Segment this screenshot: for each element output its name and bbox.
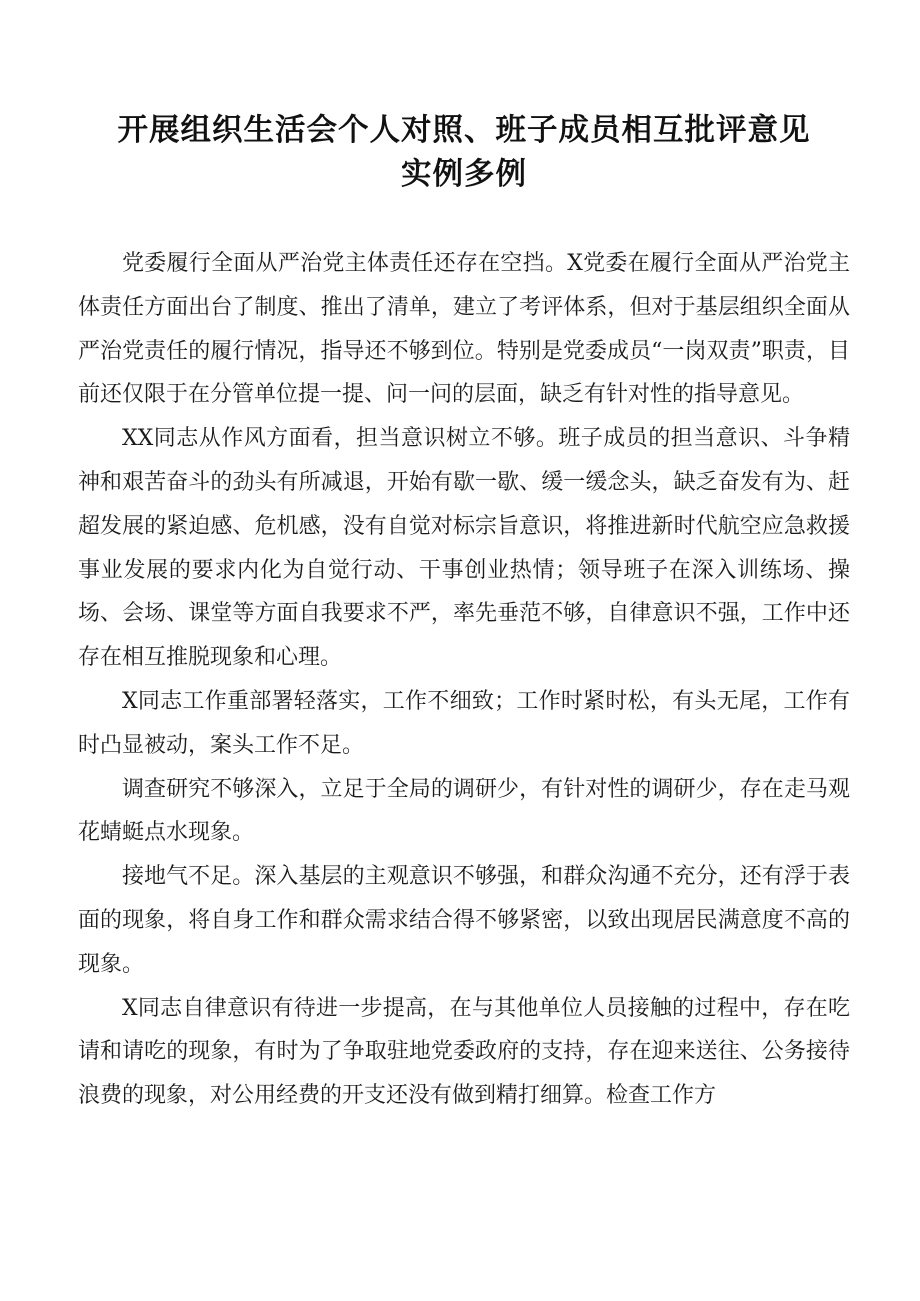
paragraph-self-discipline: X同志自律意识有待进一步提高，在与其他单位人员接触的过程中，存在吃请和请吃的现象，有时为了争取驻地党委政府的支持，存在迎来送往、公务接待浪费的现象，对公用经费的开支还没有做到精打细算。检查工作方 (78, 995, 850, 1109)
paragraph-grassroots: 接地气不足。深入基层的主观意识不够强，和群众沟通不充分，还有浮于表面的现象，将自身工作和群众需求结合得不够紧密，以致出现居民满意度不高的现象。 (78, 864, 850, 977)
paragraph-party-committee-responsibility: 党委履行全面从严治党主体责任还存在空挡。X党委在履行全面从严治党主体责任方面出台了制度、推出了清单，建立了考评体系，但对于基层组织全面从严治党责任的履行情况，指导还不够到位。特别是党委成员“一岗双责”职责，目前还仅限于在分管单位提一提、问一问的层面，缺乏有针对性的指导意见。 (78, 251, 850, 408)
paragraph-work-style: XX同志从作风方面看，担当意识树立不够。班子成员的担当意识、斗争精神和艰苦奋斗的劲头有所减退，开始有歇一歇、缓一缓念头，缺乏奋发有为、赶超发展的紧迫感、危机感，没有自觉对标宗旨意识，将推进新时代航空应急救援事业发展的要求内化为自觉行动、干事创业热情；领导班子在深入训练场、操场、会场、课堂等方面自我要求不严，率先垂范不够，自律意识不强，工作中还存在相互推脱现象和心理。 (78, 426, 850, 671)
document-body (78, 242, 850, 1118)
document-title (78, 108, 850, 196)
document-title-line-1: 开展组织生活会个人对照、班子成员相互批评意见 (117, 112, 811, 148)
document-title-line-2: 实例多例 (401, 156, 527, 192)
paragraph-implementation: X同志工作重部署轻落实，工作不细致；工作时紧时松，有头无尾，工作有时凸显被动，案头工作不足。 (78, 688, 850, 758)
paragraph-research: 调查研究不够深入，立足于全局的调研少，有针对性的调研少，存在走马观花蜻蜓点水现象。 (78, 776, 850, 846)
